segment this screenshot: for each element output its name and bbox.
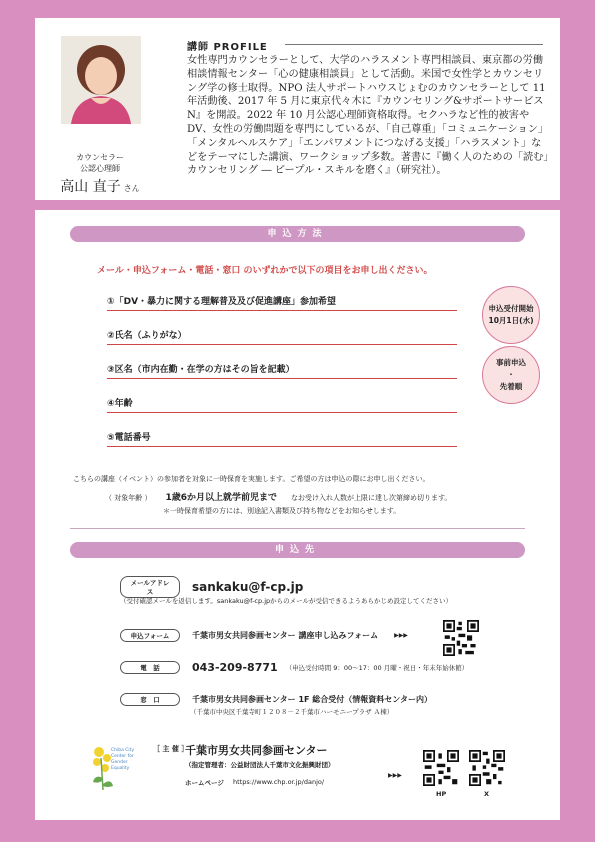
speaker-name bbox=[35, 176, 165, 196]
honorific: さん bbox=[123, 184, 140, 193]
manager-note: （指定管理者：公益財団法人千葉市文化振興財団） bbox=[185, 761, 335, 769]
apply-lead: メール・申込フォーム・電話・窓口 のいずれかで以下の項目をお申し出ください。 bbox=[97, 266, 433, 276]
profile-card bbox=[35, 18, 560, 200]
form-arrow-icon: ▶▶▶ bbox=[394, 632, 408, 639]
field-3: ③区名（市内在勤・在学の方はその旨を記載） bbox=[107, 362, 457, 379]
childcare-note: こちらの講座（イベント）の参加者を対象に一時保育を実施します。ご希望の方は申込の際にお申し出ください。 bbox=[73, 475, 430, 483]
x-qr-code[interactable] bbox=[469, 750, 505, 786]
field-1: ①「DV・暴力に関する理解普及及び促進講座」参加希望 bbox=[107, 294, 457, 311]
speaker-name-text: 高山 直子 bbox=[60, 179, 121, 195]
main-sheet bbox=[35, 210, 560, 820]
window-address: （千葉市中央区千葉寺町１２０８－２千葉市ハーモニープラザ Ａ棟） bbox=[190, 708, 394, 716]
profile-bio: 女性専門カウンセラーとして、大学のハラスメント専門相談員、東京都の労働相談情報センター「心の健康相談員」として活動。米国で女性学とカウンセリング学の修士取得。NPO 法人サポートハウスじょむのカウンセラーとして 11 年活動後、2017 年 5 月に東京代々木に『カウンセリング&サポートサービス N』を開設。2022 年 10 月公認心理師資格取得。セクハラなど性的被害やDV、女性の労働問題を専門にしているが、「自己尊重」「コミュニケーション」「メンタルヘルスケア」「エンパワメントにつなげる支援」「ハラスメント」などをテーマにした講演、ワークショップ多数。著書に『働く人のための「読む」カウンセリング ― ピープル・スキルを磨く』（研究社）。 bbox=[187, 55, 549, 177]
logo-text1: Chiba City bbox=[111, 748, 135, 753]
field-4: ④年齢 bbox=[107, 396, 457, 413]
phone-number[interactable]: 043-209-8771 bbox=[192, 661, 278, 674]
age-value: 1歳6か月以上就学前児まで bbox=[165, 493, 277, 503]
host-label: ［ 主 催 ］ bbox=[153, 745, 189, 753]
contact-section-title: 申込先 bbox=[70, 542, 525, 558]
email-label: メールアドレス bbox=[120, 576, 180, 598]
window-label: 窓 口 bbox=[120, 693, 180, 706]
badge2-line2: ・ bbox=[507, 370, 515, 379]
homepage-url[interactable]: https://www.chp.or.jp/danjo/ bbox=[233, 778, 325, 786]
host-name: 千葉市男女共同参画センター bbox=[185, 744, 328, 757]
form-qr-code[interactable] bbox=[443, 620, 479, 656]
window-text: 千葉市男女共同参画センター 1F 総合受付（情報資料センター内） bbox=[192, 695, 432, 704]
form-link[interactable]: 千葉市男女共同参画センター 講座申し込みフォーム bbox=[192, 631, 379, 640]
logo-text2: Center for bbox=[111, 754, 134, 759]
x-qr-caption: X bbox=[484, 790, 490, 798]
form-row bbox=[120, 629, 408, 642]
profile-heading: 講師 PROFILE bbox=[187, 42, 268, 53]
center-logo bbox=[83, 738, 143, 798]
email-row bbox=[120, 576, 303, 598]
phone-label: 電 話 bbox=[120, 661, 180, 674]
badge2-line1: 事前申込 bbox=[496, 358, 526, 367]
field-5: ⑤電話番号 bbox=[107, 430, 457, 447]
logo-text4: Equality bbox=[111, 766, 130, 771]
badge2-line3: 先着順 bbox=[499, 382, 523, 391]
speaker-role bbox=[35, 152, 165, 174]
field-2: ②氏名（ふりがな） bbox=[107, 328, 457, 345]
age-row bbox=[105, 490, 451, 503]
footer-arrow-icon: ▶▶▶ bbox=[388, 772, 402, 779]
badge1-line1: 申込受付開始 bbox=[488, 304, 534, 313]
hp-qr-code[interactable] bbox=[423, 750, 459, 786]
form-label: 申込フォーム bbox=[120, 629, 180, 642]
logo-text bbox=[111, 748, 134, 772]
speaker-photo bbox=[61, 36, 141, 124]
email-link[interactable]: sankaku@f-cp.jp bbox=[192, 580, 304, 594]
contact-divider bbox=[70, 528, 525, 529]
phone-row bbox=[120, 661, 468, 674]
logo-text3: Gender bbox=[111, 760, 128, 765]
role-line1: カウンセラー bbox=[76, 153, 124, 162]
homepage-label: ホームページ bbox=[185, 779, 224, 787]
badge1-line2: 10月1日(水) bbox=[488, 316, 534, 325]
badge-start-date bbox=[482, 286, 540, 344]
profile-divider bbox=[285, 44, 543, 45]
badge-first-come bbox=[482, 346, 540, 404]
window-row bbox=[120, 693, 432, 706]
apply-section-title: 申込方法 bbox=[70, 226, 525, 242]
hp-qr-caption: HP bbox=[436, 790, 447, 798]
childcare-note2: ＊一時保育希望の方には、別途記入書類及び持ち物などをお知らせします。 bbox=[163, 507, 401, 515]
phone-note: （申込受付時間 9：00～17：00 月曜・祝日・年末年始休館） bbox=[285, 664, 469, 672]
email-note: （受付確認メールを返信します。sankaku@f-cp.jpからのメールが受信できるようあらかじめ設定してください） bbox=[120, 597, 453, 605]
age-label: （ 対象年齢 ） bbox=[105, 494, 152, 502]
age-after: なお受け入れ人数が上限に達し次第締め切ります。 bbox=[290, 494, 452, 502]
role-line2: 公認心理師 bbox=[80, 164, 120, 173]
